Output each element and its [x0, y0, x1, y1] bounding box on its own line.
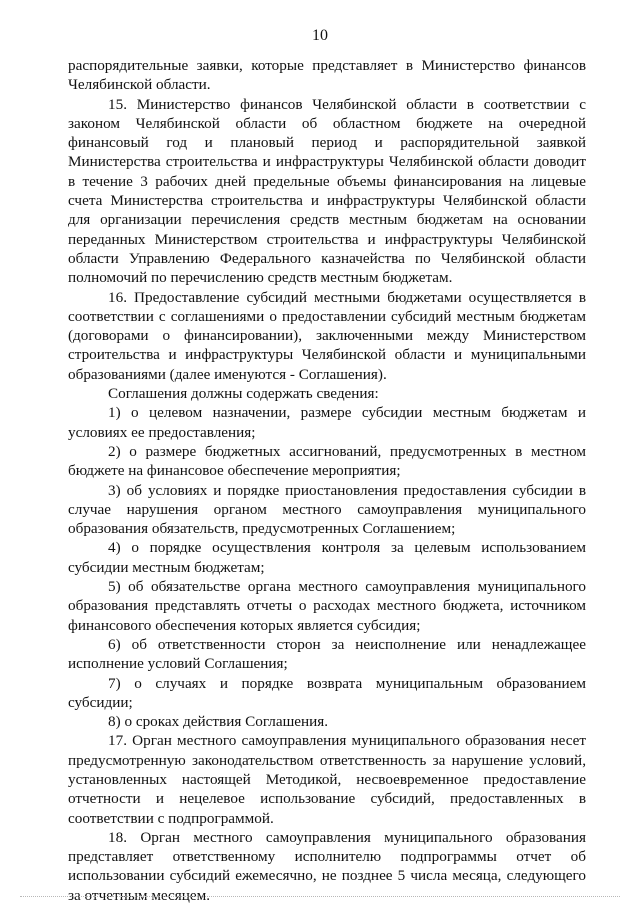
list-item-3: 3) об условиях и порядке приостановления предоставления субсидии в случае нарушения органом местного самоуправления муниципального образования обязательств, предусмотренных Соглашением;: [68, 481, 586, 538]
list-item-6: 6) об ответственности сторон за неисполнение или ненадлежащее исполнение условий Соглашения;: [68, 635, 586, 673]
list-item-5: 5) об обязательстве органа местного самоуправления муниципального образования представлять отчеты о расходах местного бюджета, источником финансового обеспечения которых является субсидия;: [68, 578, 586, 634]
paragraph-continuation: распорядительные заявки, которые представляет в Министерство финансов Челябинской области.: [68, 57, 586, 94]
list-item-1: 1) о целевом назначении, размере субсидии местным бюджетам и условиях ее предоставления;: [68, 404, 586, 441]
paragraph-item-16: 16. Предоставление субсидий местными бюджетами осуществляется в соответствии с соглашениями о предоставлении субсидий местным бюджетам (договорами о финансировании), заключенными между Министерством строительства и инфраструктуры Челябинской области и муниципальными образованиями (далее именуются - Соглашения).: [68, 288, 586, 383]
list-item-8: 8) о сроках действия Соглашения.: [108, 713, 329, 731]
list-item-7: 7) о случаях и порядке возврата муниципальным образованием субсидии;: [68, 674, 586, 711]
paragraph-item-15: 15. Министерство финансов Челябинской области в соответствии с законом Челябинской области об областном бюджете на очередной финансовый год и плановый период и распорядительной заявкой Министерства строительства и инфраструктуры Челябинской области доводит в течение 3 рабочих дней предельные объемы финансирования на лицевые счета Министерства строительства и инфраструктуры Челябинской области для организации перечисления средств местным бюджетам на основании переданных Министерством строительства и инфраструктуры Челябинской области Управлению Федерального казначейства по Челябинской области полномочий по перечислению средств местным бюджетам.: [68, 95, 586, 287]
document-body: [68, 56, 586, 905]
list-item-4: 4) о порядке осуществления контроля за целевым использованием субсидии местным бюджетам;: [68, 539, 586, 576]
paragraph-item-17: 17. Орган местного самоуправления муниципального образования несет предусмотренную законодательством ответственность за нарушение условий, установленных настоящей Методикой, несвоевременное предоставление отчетности и нецелевое использование субсидий, предоставленных в соответствии с подпрограммой.: [68, 732, 586, 827]
page-number: 10: [312, 27, 328, 44]
paragraph-agreement-intro: Соглашения должны содержать сведения:: [108, 385, 379, 403]
paragraph-item-18: 18. Орган местного самоуправления муниципального образования представляет ответственному исполнителю подпрограммы отчет об использовании субсидий ежемесячно, не позднее 5 числа месяца, следующего за отчетным месяцем.: [68, 828, 586, 904]
page-bottom-divider: [20, 896, 620, 897]
list-item-2: 2) о размере бюджетных ассигнований, предусмотренных в местном бюджете на финансовое обеспечение мероприятия;: [68, 442, 586, 480]
